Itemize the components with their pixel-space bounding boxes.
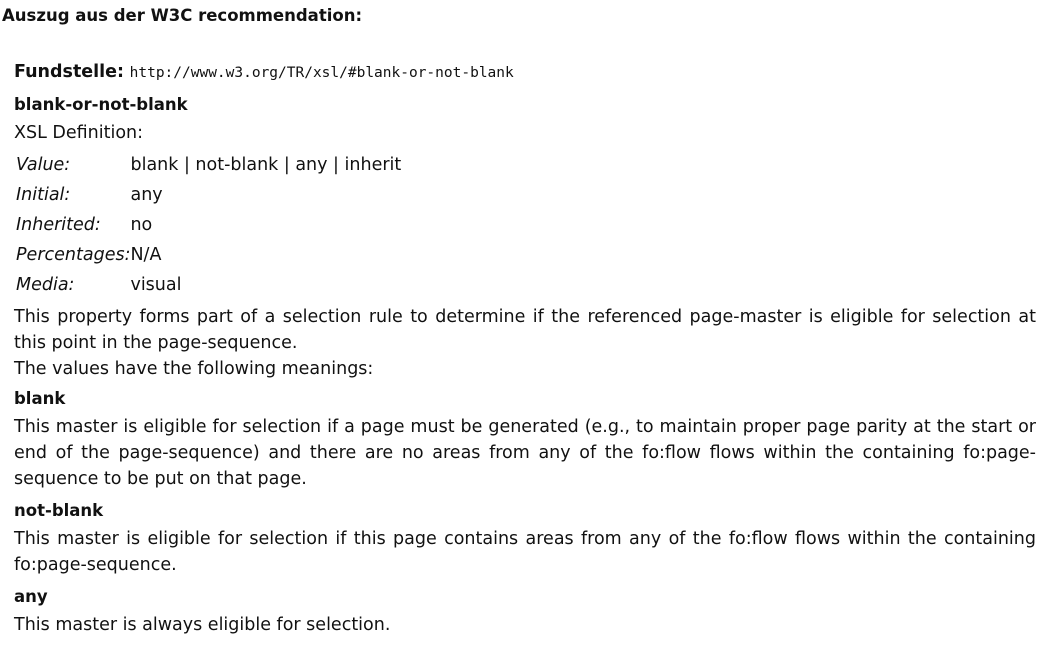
property-key: Media: (16, 275, 75, 295)
definition-heading: XSL Definition: (14, 123, 144, 143)
property-value: visual (130, 275, 182, 295)
property-key: Inherited: (16, 215, 101, 235)
source-label: Fundstelle: (14, 62, 125, 82)
value-term-not-blank: not-blank (14, 501, 104, 520)
value-definition-any: This master is always eligible for selection. (14, 615, 391, 635)
property-table (16, 150, 401, 300)
property-value: N/A (130, 245, 162, 265)
property-value: no (130, 215, 153, 235)
value-definition-not-blank: This master is eligible for selection if this page contains areas from any of the fo:flow flows within the containing fo:page-sequence. (14, 529, 1036, 575)
property-row-media (16, 270, 401, 300)
value-term-any: any (14, 587, 48, 606)
property-key: Percentages: (16, 245, 131, 265)
property-row-initial (16, 180, 401, 210)
property-key: Value: (16, 155, 71, 175)
value-term-blank: blank (14, 389, 66, 408)
property-value: any (130, 185, 163, 205)
meanings-intro: The values have the following meanings: (14, 359, 374, 379)
excerpt-title: Auszug aus der W3C recommendation: (2, 6, 363, 25)
property-key: Initial: (16, 185, 71, 205)
source-line (14, 58, 1036, 87)
property-name: blank-or-not-blank (14, 95, 188, 114)
property-row-percentages (16, 240, 401, 270)
value-definition-blank: This master is eligible for selection if a page must be generated (e.g., to maintain proper page parity at the start or end of the page-sequence) and there are no areas from any of the fo:flow flows within the containing fo:page-sequence to be put on that page. (14, 417, 1036, 489)
property-row-inherited (16, 210, 401, 240)
source-url: http://www.w3.org/TR/xsl/#blank-or-not-blank (129, 65, 514, 81)
value-definition-list (14, 386, 1036, 638)
property-value: blank | not-blank | any | inherit (130, 155, 402, 175)
property-row-value (16, 150, 401, 180)
property-description: This property forms part of a selection rule to determine if the referenced page-master is eligible for selection at this point in the page-sequence. (14, 307, 1036, 353)
recommendation-excerpt (14, 58, 1036, 644)
